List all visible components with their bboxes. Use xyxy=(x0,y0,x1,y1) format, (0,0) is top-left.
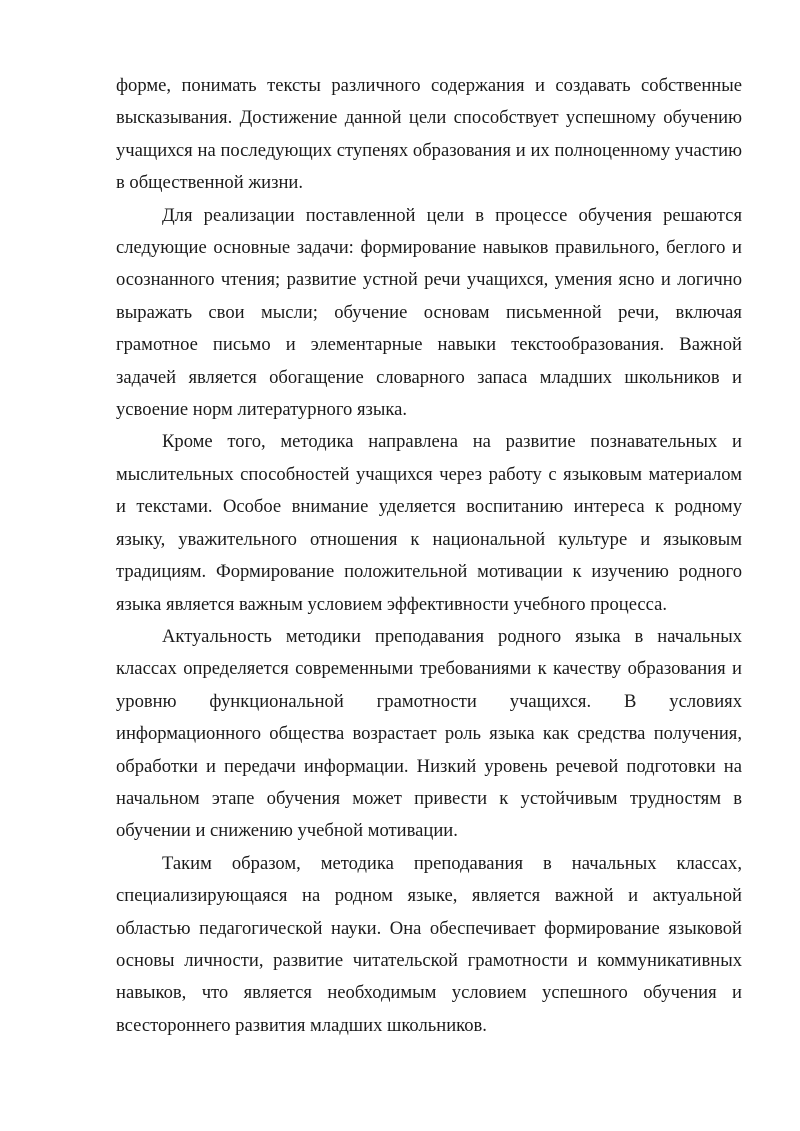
paragraph-tasks: Для реализации поставленной цели в процессе обучения решаются следующие основные задачи: формирование навыков правильного, беглого и осознанного чтения; развитие устной речи учащихся, умения ясно и логично выражать свои мысли; обучение основам письменной речи, включая грамотное письмо и элементарные навыки текстообразования. Важной задачей является обогащение словарного запаса младших школьников и усвоение норм литературного языка. xyxy=(116,204,742,421)
paragraph-cognitive-development: Кроме того, методика направлена на развитие познавательных и мыслительных способностей учащихся через работу с языковым материалом и текстами. Особое внимание уделяется воспитанию интереса к родному языку, уважительного отношения к национальной культуре и языковым традициям. Формирование положительной мотивации к изучению родного языка является важным условием эффективности учебного процесса. xyxy=(116,431,742,615)
paragraph-relevance: Актуальность методики преподавания родного языка в начальных классах определяется современными требованиями к качеству образования и уровню функциональной грамотности учащихся. В условиях информационного общества возрастает роль языка как средства получения, обработки и передачи информации. Низкий уровень речевой подготовки на начальном этапе обучения может привести к устойчивым трудностям в обучении и снижению учебной мотивации. xyxy=(116,625,742,842)
paragraph-continuation: форме, понимать тексты различного содержания и создавать собственные высказывания. Достижение данной цели способствует успешному обучению учащихся на последующих ступенях образования и их полноценному участию в общественной жизни. xyxy=(116,75,742,194)
paragraph-conclusion: Таким образом, методика преподавания в начальных классах, специализирующаяся на родном языке, является важной и актуальной областью педагогической науки. Она обеспечивает формирование языковой основы личности, развитие читательской грамотности и коммуникативных навыков, что является необходимым условием успешного обучения и всестороннего развития младших школьников. xyxy=(116,852,742,1036)
document-page xyxy=(116,70,742,1042)
